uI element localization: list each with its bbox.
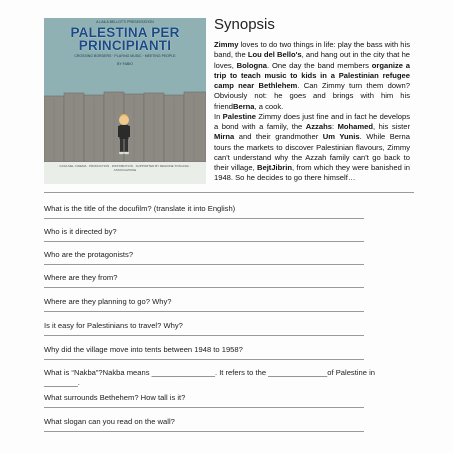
answer-line-10[interactable]	[44, 431, 364, 432]
poster-tagline: CROSSING BORDERS · PLAYING MUSIC · MEETING PEOPLE	[74, 54, 176, 58]
answer-line-7[interactable]	[44, 359, 364, 360]
answer-line-2[interactable]	[44, 241, 364, 242]
question-6: Is it easy for Palestinians to travel? Why?	[44, 321, 183, 330]
question-4: Where are they from?	[44, 273, 118, 282]
question-2: Who is it directed by?	[44, 227, 117, 236]
question-9: What surrounds Bethehem? How tall is it?	[44, 393, 186, 402]
answer-line-5[interactable]	[44, 311, 364, 312]
section-divider	[44, 192, 414, 193]
film-poster	[44, 18, 206, 184]
poster-producer: A LAILA BELLOTTI PRESENTATION	[96, 20, 154, 24]
synopsis-paragraph-2: In Palestine Zimmy does just fine and in fact he develops a bond with a family, the Azzahs: Mohamed, his sister Mirna and their grandmother Um Yunis. While Berna tours the markets to discover Palestinian flavours, Zimmy can't understand why the Azzah family can't go back to their village, BejtJibrin, from which they were banished in 1948. So he decides to go there himself…	[214, 111, 410, 183]
answer-line-3[interactable]	[44, 264, 364, 265]
synopsis-paragraph-1: Zimmy loves to do two things in life: play the bass with his band, the Lou del Bello's, and hang out in the city that he loves, Bologna. One day the band members organize a trip to teach music to kids in a Palestinian refugee camp near Bethlehem. Can Zimmy turn them down? Obviously not: he goes and brings with him his friendBerna, a cook.	[214, 40, 411, 111]
synopsis-heading: Synopsis	[214, 16, 275, 33]
poster-footer-text: CASA DEL CINEMA · PRODUCTION · DISTRIBUTION · SUPPORTED BY REGIONE TOSCANA · ASSOCIAZIONE	[59, 164, 191, 172]
answer-line-6[interactable]	[44, 335, 364, 336]
answer-line-9[interactable]	[44, 407, 364, 408]
answer-line-4[interactable]	[44, 287, 364, 288]
poster-credit: BY FABIO	[117, 62, 133, 66]
question-1: What is the title of the docufilm? (translate it into English)	[44, 204, 236, 213]
poster-wall-illustration	[44, 90, 206, 162]
question-3: Who are the protagonists?	[44, 250, 134, 259]
question-8: What is “Nakba”?Nakba means _______________. It refers to the ______________of Palestine in ________.	[44, 368, 375, 387]
answer-line-1[interactable]	[44, 218, 364, 219]
poster-title: PALESTINA PER PRINCIPIANTI	[70, 25, 180, 53]
synopsis-text	[214, 40, 410, 184]
poster-footer	[44, 162, 206, 184]
question-7: Why did the village move into tents between 1948 to 1958?	[44, 345, 243, 354]
question-10: What slogan can you read on the wall?	[44, 417, 175, 426]
question-5: Where are they planning to go? Why?	[44, 297, 172, 306]
